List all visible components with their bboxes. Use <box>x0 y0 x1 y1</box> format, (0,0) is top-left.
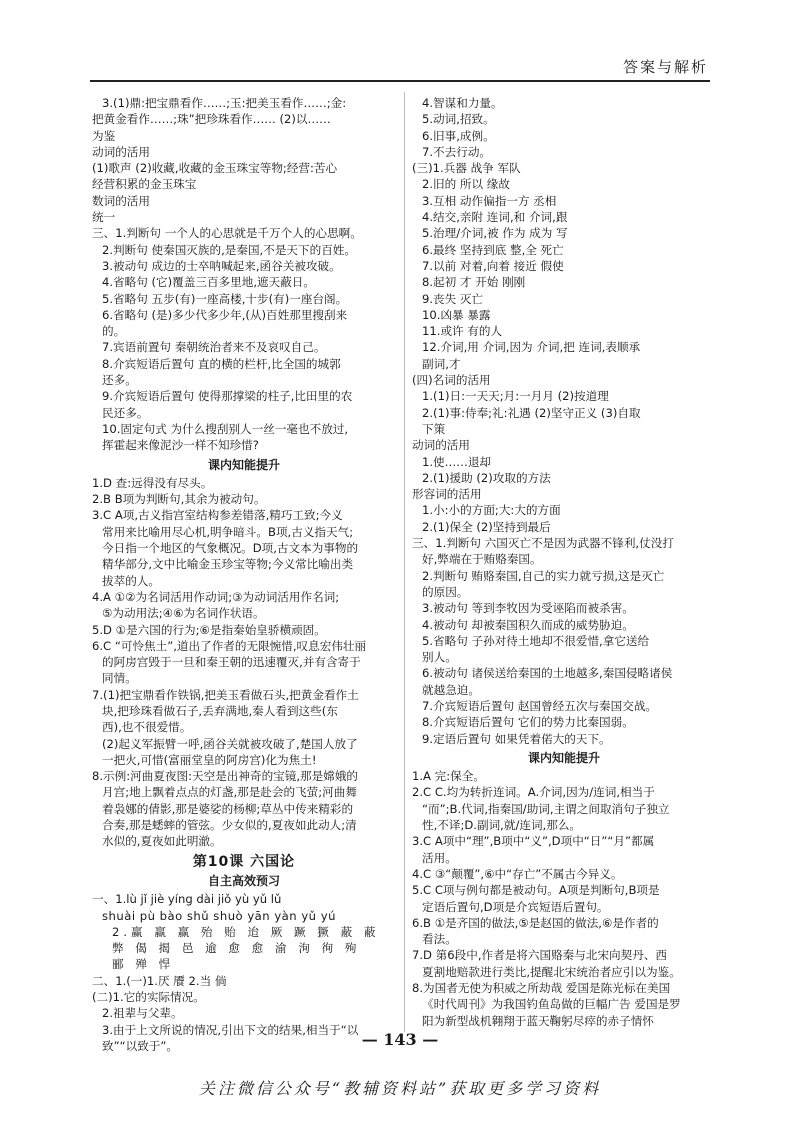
left-column <box>92 95 396 1054</box>
answer-line: 形容词的活用 <box>412 487 482 502</box>
answer-line: (2)起义军振臂一呼,函谷关就被攻破了,楚国人放了 <box>102 736 358 751</box>
answer-line: 6.省略句 (是)多少代多少年,(从)百姓那里搜刮来 <box>102 307 348 322</box>
answer-line: 1.D 查:远得没有尽头。 <box>92 475 213 490</box>
section-heading: 课内知能提升 <box>527 750 600 765</box>
answer-line: 郦 殚 悍 <box>112 957 175 972</box>
answer-line: 挥霍起来像泥沙一样不知珍惜? <box>102 438 259 453</box>
answer-line: 5.动词,招致。 <box>422 112 495 127</box>
answer-line: 5.省略句 子孙对待土地却不很爱惜,拿它送给 <box>422 633 650 648</box>
answer-line: 2.祖辈与父辈。 <box>102 1006 183 1021</box>
answer-line: 8.示例:河曲夏夜图:天空是出神奇的宝镜,那是嫦娥的 <box>92 769 359 784</box>
answer-line: 弊 偈 揭 邑 逾 愈 愈 渝 洵 徇 殉 <box>112 941 361 956</box>
footer-note: 关注微信公众号“教辅资料站”获取更多学习资料 <box>198 1079 602 1098</box>
header-rule <box>90 80 710 82</box>
answer-line: 5.省略句 五步(有)一座高楼,十步(有)一座台阁。 <box>102 291 348 306</box>
answer-line: 6.被动句 诸侯送给秦国的土地越多,秦国侵略诸侯 <box>422 666 673 681</box>
answer-line: 阳为新型战机翱翔于蓝天鞠躬尽瘁的赤子情怀 <box>422 1013 654 1028</box>
answer-line: 三、1.判断句 六国灭亡不是因为武器不锋利,仗没打 <box>412 536 674 551</box>
answer-line: (四)名词的活用 <box>412 373 491 388</box>
answer-line: 的原因。 <box>422 584 469 599</box>
answer-line: 2.C C.均为转折连词。A.介词,因为/连词,相当于 <box>412 785 655 800</box>
answer-line: 2.B B项为判断句,其余为被动句。 <box>92 492 266 507</box>
answer-line: 7.不去行动。 <box>422 144 492 159</box>
answer-line: 2.赢 赢 赢 殆 贻 迨 厥 蹶 獗 蔽 蔽 <box>112 924 380 939</box>
answer-line: 2.(1)事:侍奉;礼:礼遇 (2)坚守正义 (3)自取 <box>422 405 641 420</box>
answer-line: 1.A 完:保全。 <box>412 769 485 784</box>
answer-line: 7.D 第6段中,作者是将六国赂秦与北宋向契丹、西 <box>412 948 668 963</box>
answer-line: 7.介宾短语后置句 赵国曾经五次与秦国交战。 <box>422 698 658 713</box>
answer-line: 8.介宾短语后置句 直的横的栏杆,比全国的城郭 <box>102 356 341 371</box>
answer-line: 2.判断句 贿赂秦国,自己的实力就亏损,这是灭亡 <box>422 568 665 583</box>
answer-line: 4.C ③“颠覆”,⑥中“存亡”不属古今异义。 <box>412 866 623 881</box>
answer-line: 7.宾语前置句 秦朝统治者来不及哀叹自己。 <box>102 340 326 355</box>
answer-line: 还多。 <box>102 373 137 388</box>
answer-line: 夏割地赔款进行类比,提醒北宋统治者应引以为鉴。 <box>422 964 681 979</box>
answer-line: 好,弊端在于贿赂秦国。 <box>422 552 542 567</box>
answer-line: 就越急迫。 <box>422 682 480 697</box>
answer-line: 《时代周刊》为我国钓鱼岛做的巨幅广告 爱国是罗 <box>422 997 681 1012</box>
answer-line: 10.凶暴 暴露 <box>422 307 491 322</box>
answer-line: 2.旧的 所以 缘故 <box>422 177 510 192</box>
answer-line: 9.定语后置句 如果凭着偌大的天下。 <box>422 731 611 746</box>
answer-line: 的。 <box>102 324 126 339</box>
answer-line: 1.使……退却 <box>422 454 492 469</box>
answer-line: 今日指一个地区的气象概况。D项,古文本为事物的 <box>102 541 359 556</box>
answer-line: 1.(1)日:一天天;月:一月月 (2)按道理 <box>422 389 609 404</box>
answer-line: 4.省略句 (它)覆盖三百多里地,遮天蔽日。 <box>102 275 315 290</box>
answer-line: 3.由于上文所说的情况,引出下文的结果,相当于“以 <box>102 1022 359 1037</box>
answer-line: (三)1.兵器 战争 军队 <box>412 161 521 176</box>
answer-line: 9.介宾短语后置句 使得那撑梁的柱子,比田里的农 <box>102 389 353 404</box>
answer-line: 3.C A项中“理”,B项中“义”,D项中“日”“月”都属 <box>412 834 655 849</box>
answer-line: 12.介词,用 介词,因为 介词,把 连词,表顺承 <box>422 340 641 355</box>
answer-line: 6.最终 坚持到底 整,全 死亡 <box>422 242 564 257</box>
header-label: 答案与解析 <box>622 58 708 76</box>
answer-line: 拔萃的人。 <box>102 573 160 588</box>
answer-line: 经营积累的金玉珠宝 <box>92 177 197 192</box>
answer-line: 一把火,可惜(富丽堂皇的阿房宫)化为焦土! <box>102 752 317 767</box>
answer-line: 7.以前 对着,向着 接近 假使 <box>422 258 564 273</box>
answer-line: 着袅娜的倩影,那是婆娑的杨柳;草丛中传来精彩的 <box>102 801 354 816</box>
answer-line: 1.小:小的方面;大:大的方面 <box>422 503 561 518</box>
column-divider <box>404 92 405 1032</box>
answer-line: 2.判断句 使秦国灭族的,是秦国,不是天下的百姓。 <box>102 242 356 257</box>
answer-line: 性,不译;D.副词,就/连词,那么。 <box>422 818 582 833</box>
answer-line: 一、1.lù jǐ jiè yíng dài jiǒ yù yǔ lǔ <box>92 892 282 907</box>
answer-line: shuài pù bào shǔ shuò yān yàn yǔ yú <box>102 908 336 923</box>
answer-line: 5.治理/介词,被 作为 成为 写 <box>422 226 568 241</box>
answer-line: 4.被动句 却被秦国积久而成的威势胁迫。 <box>422 617 634 632</box>
lesson-title: 第10课 六国论 <box>192 853 296 870</box>
answer-line: 8.介宾短语后置句 它们的势力比秦国弱。 <box>422 715 634 730</box>
answer-line: 2.(1)援助 (2)攻取的方法 <box>422 470 551 485</box>
answer-line: 西),也不很爱惜。 <box>102 720 192 735</box>
answer-line: 活用。 <box>422 850 457 865</box>
answer-line: 8.起初 才 开始 刚刚 <box>422 275 526 290</box>
answer-line: 9.丧失 灭亡 <box>422 291 484 306</box>
section-heading: 自主高效预习 <box>207 873 280 888</box>
answer-line: 副词,才 <box>422 356 461 371</box>
answer-line: 动词的活用 <box>412 438 470 453</box>
answer-line: 动词的活用 <box>92 144 150 159</box>
answer-line: 的阿房宫毁于一旦和秦王朝的迅速覆灭,并有含寄于 <box>102 655 361 670</box>
answer-line: 为鉴 <box>92 128 116 143</box>
answer-line: 致”“以致于”。 <box>102 1038 178 1053</box>
answer-line: 定语后置句,D项是介宾短语后置句。 <box>422 899 609 914</box>
answer-line: 月宫;地上飘着点点的灯盏,那是赴会的飞萤;河曲舞 <box>102 785 357 800</box>
answer-line: 民还多。 <box>102 405 149 420</box>
answer-line: 7.(1)把宝鼎看作铁锅,把美玉看做石头,把黄金看作土 <box>92 687 359 702</box>
answer-line: “而”;B.代词,指秦国/助词,主谓之间取消句子独立 <box>422 801 670 816</box>
answer-line: 看法。 <box>422 932 457 947</box>
answer-line: 11.或许 有的人 <box>422 324 503 339</box>
answer-line: 10.固定句式 为什么搜刮别人一丝一毫也不放过, <box>102 421 349 436</box>
answer-line: 2.(1)保全 (2)坚持到最后 <box>422 519 551 534</box>
answer-line: 3.被动句 等到李牧因为受诬陷而被杀害。 <box>422 601 634 616</box>
answer-line: 把黄金看作……;珠”把珍珠看作…… (2)以…… <box>92 112 331 127</box>
answer-line: (1)歌声 (2)收藏,收藏的金玉珠宝等物;经营:苦心 <box>92 161 338 176</box>
answer-line: 8.为国者无使为积威之所劫哉 爱国是陈光标在美国 <box>412 981 671 996</box>
answer-line: 4.智谋和力量。 <box>422 96 503 110</box>
answer-line: 二、1.(一)1.厌 餍 2.当 倘 <box>92 973 227 988</box>
answer-line: 3.(1)鼎:把宝鼎看作……;玉:把美玉看作……;金: <box>102 96 347 110</box>
answer-line: 4.A ①②为名词活用作动词;③为动词活用作名词; <box>92 589 340 604</box>
section-heading: 课内知能提升 <box>207 457 280 472</box>
answer-line: 5.C C项与例句都是被动句。A项是判断句,B项是 <box>412 883 660 898</box>
right-column <box>412 95 716 1029</box>
answer-line: 合奏,那是蟋蟀的管弦。少女似的,夏夜如此动人;清 <box>102 818 357 833</box>
answer-line: 5.D ①是六国的行为;⑥是指秦始皇骄横顽固。 <box>92 622 326 637</box>
answer-line: 6.B ①是齐国的做法,⑤是赵国的做法,⑥是作者的 <box>412 915 659 930</box>
answer-line: 精华部分,文中比喻金玉珍宝等物;今义常比喻出类 <box>102 557 354 572</box>
answer-line: 6.旧事,成例。 <box>422 128 495 143</box>
answer-line: ⑤为动用法;④⑥为名词作状语。 <box>102 606 265 621</box>
answer-line: 块,把珍珠看做石子,丢弃满地,秦人看到这些(东 <box>102 703 338 718</box>
answer-line: 三、1.判断句 一个人的心思就是千万个人的心思啊。 <box>92 226 362 241</box>
answer-line: 同情。 <box>102 671 137 686</box>
page-number: — 143 — <box>361 1030 439 1049</box>
answer-line: 下策 <box>422 421 446 436</box>
answer-line: 常用来比喻用尽心机,明争暗斗。B项,古义指天气; <box>102 524 354 539</box>
answer-line: 4.结交,亲附 连词,和 介词,跟 <box>422 210 568 225</box>
answer-line: 3.C A项,古义指宫室结构参差错落,精巧工致;今义 <box>92 508 343 523</box>
answer-line: 3.互相 动作偏指一方 丞相 <box>422 193 557 208</box>
answer-line: 3.被动句 成边的士卒呐喊起来,函谷关被攻破。 <box>102 258 341 273</box>
answer-line: 6.C “可怜焦土”,道出了作者的无限惋惜,叹息宏伟壮丽 <box>92 638 367 653</box>
answer-line: 统一 <box>92 210 116 225</box>
answer-line: 数词的活用 <box>92 193 150 208</box>
answer-line: 水似的,夏夜如此明澈。 <box>102 834 222 849</box>
answer-line: 别人。 <box>422 650 457 665</box>
answer-line: (二)1.它的实际情况。 <box>92 990 205 1005</box>
